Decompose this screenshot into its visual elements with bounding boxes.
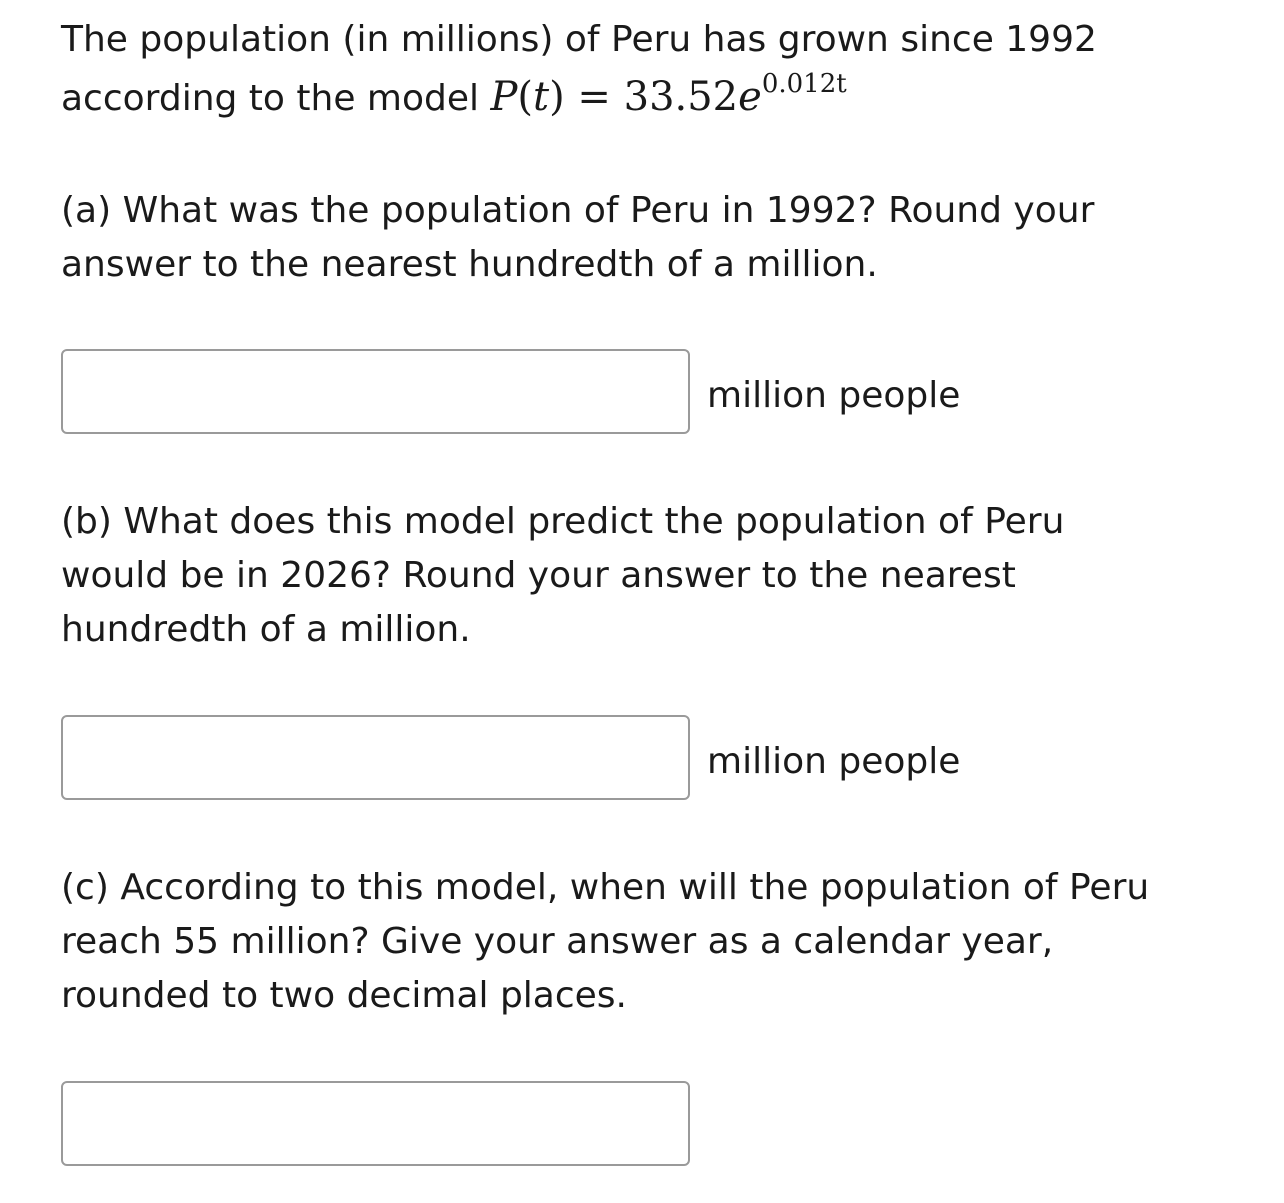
question-b-line-2: would be in 2026? Round your answer to the nearest: [61, 555, 1016, 596]
answer-b-unit: million people: [707, 741, 961, 782]
model-coefficient: = 33.52: [564, 74, 739, 120]
question-b-line-3: hundredth of a million.: [61, 609, 471, 650]
model-exponent: 0.012t: [761, 68, 847, 99]
question-a-line-2: answer to the nearest hundredth of a million.: [61, 244, 878, 285]
answer-b-input[interactable]: [61, 715, 690, 800]
answer-a-unit: million people: [707, 375, 961, 416]
question-c-line-3: rounded to two decimal places.: [61, 975, 627, 1016]
model-base: e: [738, 74, 762, 120]
intro-text-line-1: The population (in millions) of Peru has grown since 1992: [61, 19, 1097, 60]
model-variable: t: [532, 74, 550, 120]
model-function-name: P: [490, 74, 518, 120]
question-a-line-1: (a) What was the population of Peru in 1992? Round your: [61, 190, 1095, 231]
intro-text-line-2: [61, 70, 847, 126]
answer-c-input[interactable]: [61, 1081, 690, 1166]
question-c-line-1: (c) According to this model, when will the population of Peru: [61, 867, 1150, 908]
model-formula: $P(t) = 33.52e^{0.012t}$: [490, 68, 847, 120]
answer-a-input[interactable]: [61, 349, 690, 434]
question-b-line-1: (b) What does this model predict the population of Peru: [61, 501, 1065, 542]
intro-text-prefix: according to the model: [61, 78, 491, 119]
question-c-line-2: reach 55 million? Give your answer as a calendar year,: [61, 921, 1054, 962]
